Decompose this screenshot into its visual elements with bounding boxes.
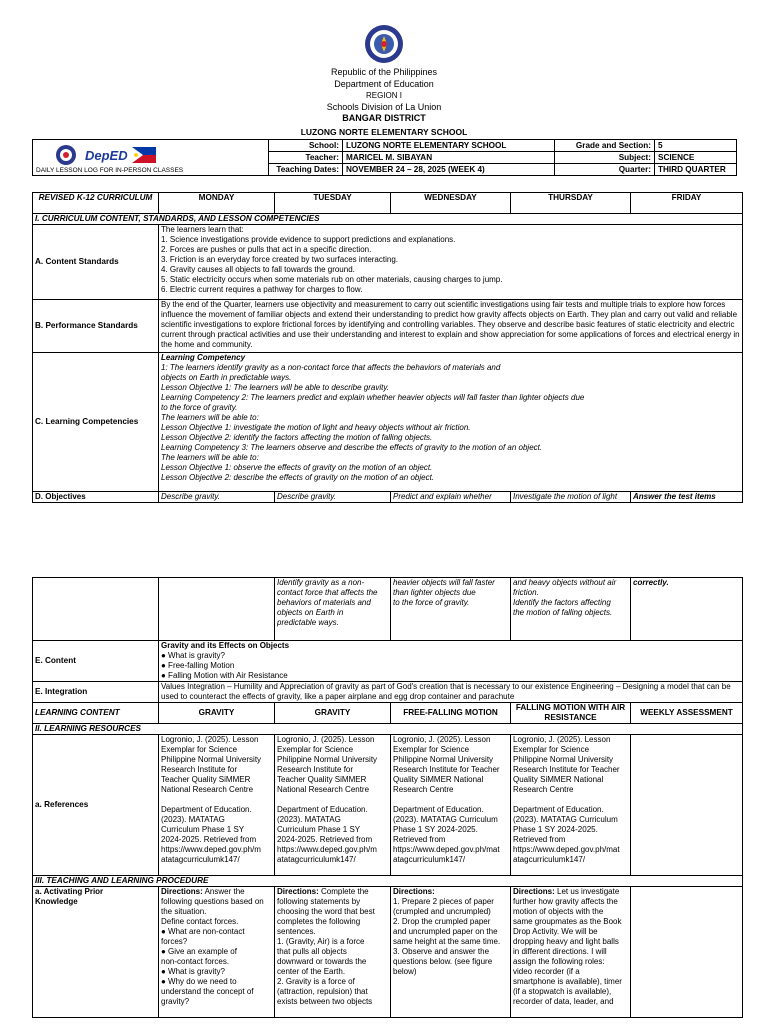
info-table <box>32 139 737 176</box>
objectives-cont-label <box>33 578 159 641</box>
header-district: BANGAR DISTRICT <box>342 113 426 123</box>
econtent-text: ● What is gravity? ● Free-falling Motion ● Falling Motion with Air Resistance <box>161 651 288 680</box>
dates-value: NOVEMBER 24 – 28, 2025 (WEEK 4) <box>343 164 555 176</box>
objective-wednesday: Predict and explain whether <box>391 492 511 503</box>
header-division: Schools Division of La Union <box>326 102 442 112</box>
prior-monday <box>159 887 275 1018</box>
teacher-label: Teacher: <box>269 152 343 164</box>
col-curriculum: REVISED K-12 CURRICULUM <box>33 193 159 214</box>
competencies-cell <box>159 353 743 492</box>
col-wednesday: WEDNESDAY <box>391 193 511 214</box>
econtent-label: E. Content <box>33 641 159 682</box>
prior-tuesday-directions: Directions: <box>277 887 319 896</box>
log-title-cell <box>33 140 269 176</box>
performance-standards-text: By the end of the Quarter, learners use objectivity and measurement to carry out scientific investigations using fair tests and multiple trials to explore how forces influence the movement of familiar objects and extend their understanding to predict how gravity affects objects on Earth. They plan and carry out valid and reliable scientific investigations to explore frictional forces by identifying and controlling variables. They observe and describe basic features of static electricity and electric current through practical activities and use their understanding and interest to explain and show appreciation for some applications of forces and electrical energy in the home and community. <box>159 300 743 353</box>
section-curriculum-content: I. CURRICULUM CONTENT, STANDARDS, AND LESSON COMPETENCIES <box>33 214 743 225</box>
prior-wednesday <box>391 887 511 1018</box>
subject-value: SCIENCE <box>655 152 737 164</box>
header-region: REGION I <box>365 91 402 100</box>
integration-label: E. Integration <box>33 682 159 703</box>
objective-cont-wednesday: heavier objects will fall faster than lighter objects due to the force of gravity. <box>391 578 511 641</box>
references-monday: Logronio, J. (2025). Lesson Exemplar for Science Philippine Normal University Research Institute for Teacher Quality SiMMER National Research Centre Department of Education. (2023). MATATAG Curriculum Phase 1 SY 2024-2025. Retrieved from https://www.deped.gov.ph/m atatagcurriculumk147/ <box>159 735 275 876</box>
section-teaching-procedure: III. TEACHING AND LEARNING PROCEDURE <box>33 876 743 887</box>
deped-seal-logo <box>364 24 404 64</box>
deped-logo-text: DepED <box>85 147 128 163</box>
grade-label: Grade and Section: <box>555 140 655 152</box>
references-label: a. References <box>33 735 159 876</box>
dates-label: Teaching Dates: <box>269 164 343 176</box>
deped-small-seal-icon <box>55 144 85 166</box>
objective-cont-friday: correctly. <box>631 578 743 641</box>
quarter-value: THIRD QUARTER <box>655 164 737 176</box>
log-title: DAILY LESSON LOG FOR IN-PERSON CLASSES <box>36 167 184 174</box>
prior-friday <box>631 887 743 1018</box>
references-tuesday: Logronio, J. (2025). Lesson Exemplar for Science Philippine Normal University Research Institute for Teacher Quality SiMMER National Research Centre Department of Education. (2023). MATATAG Curriculum Phase 1 SY 2024-2025. Retrieved from https://www.deped.gov.ph/m atatagcurriculumk147/ <box>275 735 391 876</box>
references-thursday: Logronio, J. (2025). Lesson Exemplar for Science Philippine Normal University Research Institute for Teacher Quality SiMMER National Research Centre Department of Education. (2023). MATATAG Curriculum Phase 1 SY 2024-2025. Retrieved from https://www.deped.gov.ph/mat atagcurriculumk147/ <box>511 735 631 876</box>
col-tuesday: TUESDAY <box>275 193 391 214</box>
objective-monday: Describe gravity. <box>159 492 275 503</box>
references-friday <box>631 735 743 876</box>
prior-monday-directions: Directions: <box>161 887 203 896</box>
prior-thursday <box>511 887 631 1018</box>
objectives-label: D. Objectives <box>33 492 159 503</box>
learning-content-label: LEARNING CONTENT <box>33 703 159 724</box>
lesson-table-page1 <box>32 192 743 503</box>
header-department: Department of Education <box>334 79 434 89</box>
learning-content-tuesday: GRAVITY <box>275 703 391 724</box>
content-standards-text: The learners learn that: 1. Science investigations provide evidence to support predictions and explanations. 2. Forces are pushes or pulls that act in a specific direction. 3. Friction is an everyday force created by two surfaces interacting. 4. Gravity causes all objects to fall towards the ground. 5. Static electricity occurs when some materials rub on other materials, causing charges to jump. 6. Electric current requires a pathway for charges to flow. <box>159 225 743 300</box>
performance-standards-label: B. Performance Standards <box>33 300 159 353</box>
learning-content-thursday: FALLING MOTION WITH AIR RESISTANCE <box>511 703 631 724</box>
prior-tuesday <box>275 887 391 1018</box>
econtent-cell <box>159 641 743 682</box>
objective-friday: Answer the test items <box>631 492 743 503</box>
prior-thursday-directions: Directions: <box>513 887 555 896</box>
subject-label: Subject: <box>555 152 655 164</box>
school-value: LUZONG NORTE ELEMENTARY SCHOOL <box>343 140 555 152</box>
competencies-label: C. Learning Competencies <box>33 353 159 492</box>
content-standards-label: A. Content Standards <box>33 225 159 300</box>
prior-wednesday-directions: Directions: <box>393 887 435 896</box>
grade-value: 5 <box>655 140 737 152</box>
quarter-label: Quarter: <box>555 164 655 176</box>
col-friday: FRIDAY <box>631 193 743 214</box>
header-republic: Republic of the Philippines <box>330 67 438 77</box>
learning-content-monday: GRAVITY <box>159 703 275 724</box>
prior-tuesday-text: Complete the following statements by choosing the word that best completes the following sentences. 1. (Gravity, Air) is a force that pulls all objects downward or towards the center of the Earth. 2. Gravity is a force of (attraction, repulsion) that exists between two objects <box>277 887 375 1006</box>
teacher-value: MARICEL M. SIBAYAN <box>343 152 555 164</box>
prior-wednesday-text: 1. Prepare 2 pieces of paper (crumpled and uncrumpled) 2. Drop the crumpled paper and uncrumpled paper on the same height at the same time. 3. Observe and answer the questions below. (see figure below) <box>393 897 501 976</box>
prior-knowledge-label: a. Activating Prior Knowledge <box>33 887 159 1018</box>
references-wednesday: Logronio, J. (2025). Lesson Exemplar for Science Philippine Normal University Research Institute for Teacher Quality SiMMER National Research Centre Department of Education. (2023). MATATAG Curriculum Phase 1 SY 2024-2025. Retrieved from https://www.deped.gov.ph/mat atagcurriculumk147/ <box>391 735 511 876</box>
econtent-heading: Gravity and its Effects on Objects <box>161 641 290 650</box>
prior-monday-text: Answer the following questions based on the situation. Define contact forces. ● What are non-contact forces? ● Give an example of non-contact forces. ● What is gravity? ● Why do we need to understand the concept of gravity? <box>161 887 264 1006</box>
objective-cont-thursday: and heavy objects without air friction. Identify the factors affecting the motion of falling objects. <box>511 578 631 641</box>
philippine-flag-icon <box>128 144 158 166</box>
integration-text: Values Integration – Humility and Appreciation of gravity as part of God's creation that is necessary to our existence Engineering – Designing a model that can be used to counteract the effects of gravity, like a paper airplane and egg drop container and parachute <box>159 682 743 703</box>
deped-logo <box>55 144 158 166</box>
objective-cont-monday <box>159 578 275 641</box>
objective-cont-tuesday: Identify gravity as a non- contact force that affects the behaviors of materials and objects on Earth in predictable ways. <box>275 578 391 641</box>
objective-tuesday: Describe gravity. <box>275 492 391 503</box>
prior-thursday-text: Let us investigate further how gravity affects the motion of objects with the same groupmates as the Book Drop Activity. We will be dropping heavy and light balls in different directions. I will assign the following roles: video recorder (if a smartphone is available), timer (if a stopwatch is available), recorder of data, leader, and <box>513 887 622 1006</box>
competencies-heading: Learning Competency <box>161 353 246 362</box>
col-monday: MONDAY <box>159 193 275 214</box>
header-school: LUZONG NORTE ELEMENTARY SCHOOL <box>300 127 468 137</box>
objective-thursday: Investigate the motion of light <box>511 492 631 503</box>
lesson-table-page2 <box>32 577 743 1018</box>
competencies-text: 1: The learners identify gravity as a non-contact force that affects the behaviors of materials and objects on Earth in predictable ways. Lesson Objective 1: The learners will be able to describe gravity. Learning Competency 2: The learners predict and explain whether heavier objects will fall faster than lighter objects due to the force of gravity. The learners will be able to: Lesson Objective 1: investigate the motion of light and heavy objects without air friction. Lesson Objective 2: identify the factors affecting the motion of falling objects. Learning Competency 3: The learners observe and describe the effects of gravity to the motion of an object. The learners will be able to: Lesson Objective 1: observe the effects of gravity on the motion of an object. Lesson Objective 2: describe the effects of gravity on the motion of an object. <box>161 363 585 482</box>
section-learning-resources: II. LEARNING RESOURCES <box>33 724 743 735</box>
col-thursday: THURSDAY <box>511 193 631 214</box>
learning-content-wednesday: FREE-FALLING MOTION <box>391 703 511 724</box>
learning-content-friday: WEEKLY ASSESSMENT <box>631 703 743 724</box>
school-label: School: <box>269 140 343 152</box>
